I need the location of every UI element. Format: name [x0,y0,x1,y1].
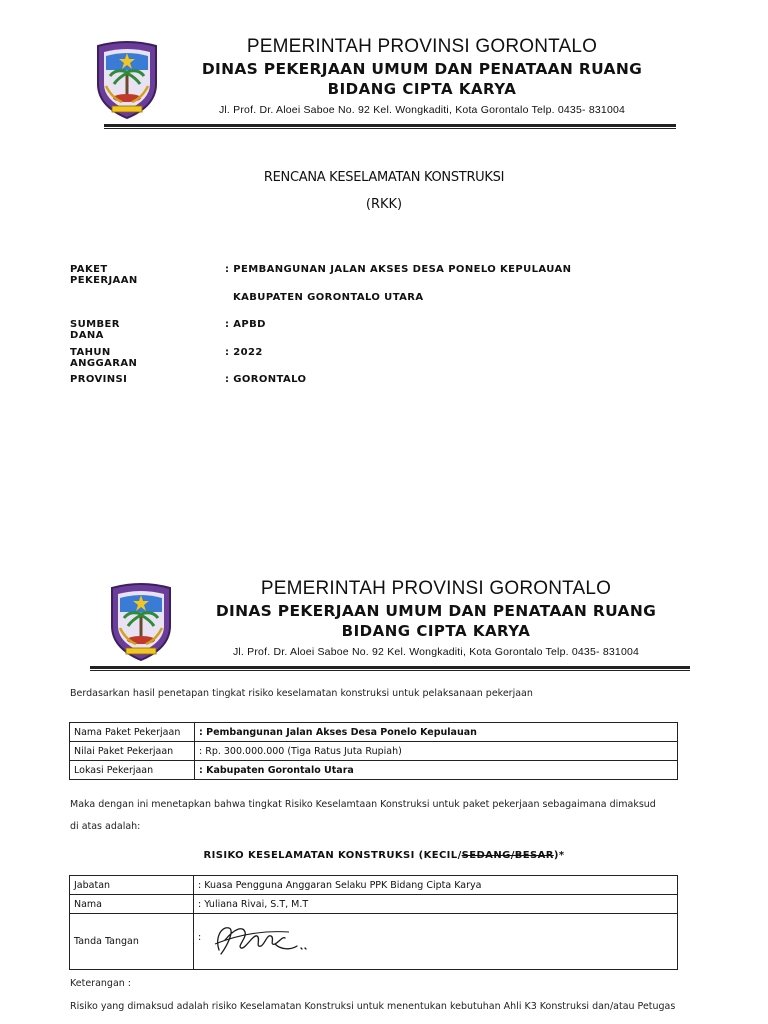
risk-heading-suffix: )* [553,850,565,861]
info-value: KABUPATEN GORONTALO UTARA [233,291,424,303]
intro-paragraph: Berdasarkan hasil penetapan tingkat risiko keselamatan konstruksi untuk pelaksanaan pekerjaan [70,688,533,699]
info-value: : PEMBANGUNAN JALAN AKSES DESA PONELO KEPULAUAN [225,264,572,275]
province-emblem-icon [92,40,162,120]
info-value: : APBD [225,319,266,330]
letterhead-rule-thin [90,670,690,671]
letterhead-address: Jl. Prof. Dr. Aloei Saboe No. 92 Kel. Wongkaditi, Kota Gorontalo Telp. 0435- 831004 [232,646,640,658]
table-cell-label: Lokasi Pekerjaan [70,761,195,780]
table-row [70,876,678,895]
table-cell-value: : Kabupaten Gorontalo Utara [195,761,678,780]
info-value: : GORONTALO [225,374,307,385]
info-label: PROVINSI [70,374,128,385]
risk-heading-struck-options: SEDANG/BESAR [461,850,554,861]
letterhead-department: DINAS PEKERJAAN UMUM DAN PENATAAN RUANG [201,60,643,78]
province-emblem-icon [106,582,176,662]
letterhead-second [106,578,690,672]
table-row [70,914,678,970]
table-cell-value: : [194,914,678,970]
table-cell-label: Nama [70,895,194,914]
notes-line: Risiko yang dimaksud adalah risiko Keselamatan Konstruksi untuk menentukan kebutuhan Ahli K3 Konstruksi dan/atau Petugas [70,1001,676,1012]
letterhead-government: PEMERINTAH PROVINSI GORONTALO [246,36,598,57]
table-row [70,761,678,780]
decision-paragraph-line2: di atas adalah: [70,821,141,832]
table-cell-value: : Yuliana Rivai, S.T, M.T [194,895,678,914]
letterhead-rule-thin [104,128,676,129]
table-row [70,895,678,914]
table-cell-value: : Pembangunan Jalan Akses Desa Ponelo Kepulauan [195,723,678,742]
info-label: TAHUN ANGGARAN [70,346,138,369]
handwritten-signature-icon [205,920,315,960]
table-cell-label: Tanda Tangan [70,914,194,970]
letterhead-division: BIDANG CIPTA KARYA [327,80,517,98]
table-cell-label: Nilai Paket Pekerjaan [70,742,195,761]
letterhead-rule-thick [104,124,676,127]
letterhead-rule-thick [90,666,690,669]
table-row [70,723,678,742]
info-label: SUMBER DANA [70,319,120,341]
letterhead-top [92,36,676,128]
document-title-abbrev: (RKK) [365,197,403,212]
risk-level-heading [0,850,768,861]
letterhead-government: PEMERINTAH PROVINSI GORONTALO [260,578,612,599]
info-value: : 2022 [225,346,263,358]
table-cell-label: Nama Paket Pekerjaan [70,723,195,742]
table-cell-value: : Kuasa Pengguna Anggaran Selaku PPK Bidang Cipta Karya [194,876,678,895]
document-title: RENCANA KESELAMATAN KONSTRUKSI [263,170,505,185]
table-row [70,742,678,761]
table-cell-label: Jabatan [70,876,194,895]
signatory-table [69,875,678,970]
letterhead-division: BIDANG CIPTA KARYA [341,622,531,640]
table-cell-value: : Rp. 300.000.000 (Tiga Ratus Juta Rupiah) [195,742,678,761]
package-table [69,722,678,780]
letterhead-department: DINAS PEKERJAAN UMUM DAN PENATAAN RUANG [215,602,657,620]
notes-heading: Keterangan : [70,978,132,989]
info-label: PAKET PEKERJAAN [70,264,138,286]
risk-heading-prefix: RISIKO KESELAMATAN KONSTRUKSI (KECIL/ [203,850,462,861]
letterhead-address: Jl. Prof. Dr. Aloei Saboe No. 92 Kel. Wongkaditi, Kota Gorontalo Telp. 0435- 831004 [218,104,626,116]
decision-paragraph-line1: Maka dengan ini menetapkan bahwa tingkat Risiko Keselamtaan Konstruksi untuk paket pekerjaan sebagaimana dimaksud [70,799,656,810]
